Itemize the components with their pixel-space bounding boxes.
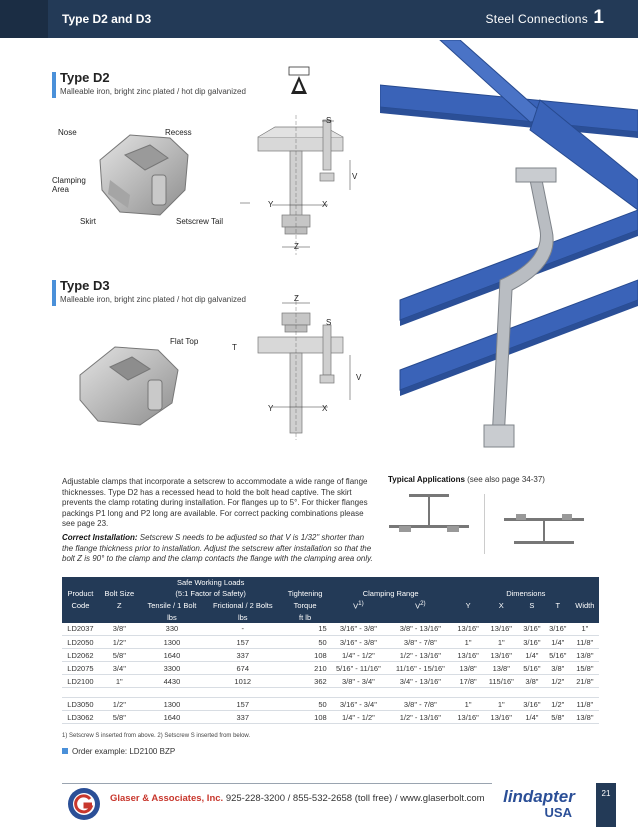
approval-mark-icon: [283, 66, 315, 96]
table-row: LD3050 1/2" 1300 157 50 3/16" - 3/4" 3/8" - 7/8" 1" 1" 3/16" 1/2" 11/8": [62, 698, 599, 711]
glaser-logo-icon: [64, 786, 104, 822]
d3-dim-t: T: [232, 343, 237, 352]
header-t: T: [555, 600, 561, 610]
label-nose: Nose: [58, 128, 77, 137]
steel-connection-illustration: [380, 40, 638, 460]
label-setscrew-tail: Setscrew Tail: [176, 217, 223, 226]
d2-dim-v: V: [352, 172, 358, 181]
d2-dim-z: Z: [294, 242, 299, 251]
table-row: LD2050 1/2" 1300 157 50 3/16" - 3/8" 3/8" - 7/8" 1" 1" 3/16" 1/4" 11/8": [62, 636, 599, 649]
table-header-row-4: [62, 612, 599, 623]
footer-contact-details: 925-228-3200 / 855-532-2658 (toll free) / www.glaserbolt.com: [223, 793, 485, 804]
table-footnote: 1) Setscrew S inserted from above. 2) Setscrew S inserted from below.: [62, 733, 251, 739]
typical-applications-note: (see also page 34-37): [464, 475, 545, 484]
header-bolt-size: Bolt Size: [104, 589, 135, 598]
header-dimensions: Dimensions: [506, 589, 546, 598]
footer-divider: [62, 783, 492, 784]
lindapter-wordmark: lindapter: [503, 787, 575, 806]
label-clamping-area: Clamping Area: [52, 176, 86, 194]
correct-installation-body: Setscrew S needs to be adjusted so that V is 1/32" shorter than the flange thickness prior to installation. Adjust the setscrew after installation so that the bolt Z is 90° to the clamp and the clamp contacts the flange with the clamping area only.: [62, 533, 373, 563]
lindapter-logo: [500, 788, 578, 820]
header-y: Y: [465, 600, 471, 610]
footer-company: Glaser & Associates, Inc.: [110, 793, 224, 804]
header-factor-of-safety: (5:1 Factor of Safety): [175, 589, 246, 598]
header-s: S: [529, 600, 535, 610]
header-safe-working-loads: Safe Working Loads: [176, 578, 245, 587]
header-tightening: Tightening: [287, 589, 323, 598]
type-d2-title: Type D2: [60, 70, 110, 85]
d3-dim-v: V: [356, 373, 362, 382]
d3-dim-s: S: [326, 318, 332, 327]
table-header-row-3: [62, 599, 599, 612]
label-skirt: Skirt: [80, 217, 96, 226]
table-row: LD3062 5/8" 1640 337 108 1/4" - 1/2" 1/2" - 13/16" 13/16" 13/16" 1/4" 5/8" 13/8": [62, 711, 599, 724]
d3-dim-y: Y: [268, 404, 274, 413]
header-clamping-range: Clamping Range: [362, 589, 419, 598]
table-header-row-1: [62, 577, 599, 588]
order-example: [62, 747, 175, 756]
header-product: Product: [67, 589, 94, 598]
table-header-row-2: [62, 588, 599, 599]
typical-applications-heading: [388, 475, 545, 484]
header-v1: $V^{1)}$: [353, 600, 364, 611]
lindapter-usa: USA: [544, 805, 572, 820]
header-bar: [0, 0, 638, 38]
page-title: Type D2 and D3: [62, 12, 152, 26]
label-recess: Recess: [165, 128, 192, 137]
d2-dim-y: Y: [268, 200, 274, 209]
product-table: [62, 577, 599, 724]
typical-applications-drawings: [384, 488, 600, 564]
header-width: Width: [575, 600, 595, 610]
accent-bar: [52, 72, 56, 98]
footer-contact: [110, 793, 485, 804]
table-row: LD2062 5/8" 1640 337 108 1/4" - 1/2" 1/2" - 13/16" 13/16" 13/16" 1/4" 5/16" 13/8": [62, 649, 599, 662]
correct-installation-label: Correct Installation:: [62, 533, 138, 542]
d3-dim-x: X: [322, 404, 328, 413]
type-d3-title: Type D3: [60, 278, 110, 293]
header-code: Code: [71, 600, 90, 610]
table-row: LD2100 1" 4430 1012 362 3/8" - 3/4" 3/4" - 13/16" 17/8" 115/16" 3/8" 1/2" 21/8": [62, 675, 599, 688]
table-body: [62, 623, 599, 724]
type-d3-subtitle: Malleable iron, bright zinc plated / hot dip galvanized: [60, 295, 246, 304]
bullet-square-icon: [62, 748, 68, 754]
type-d3-drawing: [230, 295, 380, 440]
type-d2-drawing: [230, 115, 380, 255]
header-torque: Torque: [293, 600, 317, 610]
header-z: Z: [117, 600, 122, 610]
d2-dim-s: S: [326, 116, 332, 125]
table-row: LD2075 3/4" 3300 674 210 5/16" - 11/16" 11/16" - 15/16" 13/8" 13/8" 5/16" 3/8" 15/8": [62, 662, 599, 675]
header-left-block: [0, 0, 48, 38]
section-title: Steel Connections: [485, 12, 588, 26]
type-d2-subtitle: Malleable iron, bright zinc plated / hot dip galvanized: [60, 87, 246, 96]
page-number: 21: [596, 783, 616, 827]
section-number: 1: [593, 7, 604, 28]
d3-dim-z: Z: [294, 294, 299, 303]
header-unit-lbs-2: lbs: [237, 612, 248, 622]
typical-applications-label: Typical Applications: [388, 475, 465, 484]
header-x: X: [498, 600, 504, 610]
header-v2: $V^{2)}$: [415, 600, 426, 611]
accent-bar: [52, 280, 56, 306]
header-frictional: Frictional / 2 Bolts: [212, 600, 273, 610]
header-unit-ftlb: ft lb: [299, 612, 312, 622]
header-tensile: Tensile / 1 Bolt: [147, 600, 197, 610]
label-flat-top: Flat Top: [170, 337, 199, 346]
header-unit-lbs-1: lbs: [167, 612, 177, 622]
table-spacer-row: [62, 688, 599, 698]
table-row: LD2037 3/8" 330 - 15 3/16" - 3/8" 3/8" - 13/16" 13/16" 13/16" 3/16" 3/16" 1": [62, 623, 599, 636]
d2-dim-x: X: [322, 200, 328, 209]
description-text: Adjustable clamps that incorporate a setscrew to accommodate a wide range of flange thicknesses. Type D2 has a recessed head to hold the bolt head captive. The skirt prevents the clamp rotating during installation. For flanges up to 5°. For thicker flanges packings P1 long and P2 long are available. For correct packing combinations please see page 23.: [62, 477, 368, 528]
correct-installation-text: [62, 533, 374, 565]
order-example-text: Order example: LD2100 BZP: [72, 747, 176, 756]
